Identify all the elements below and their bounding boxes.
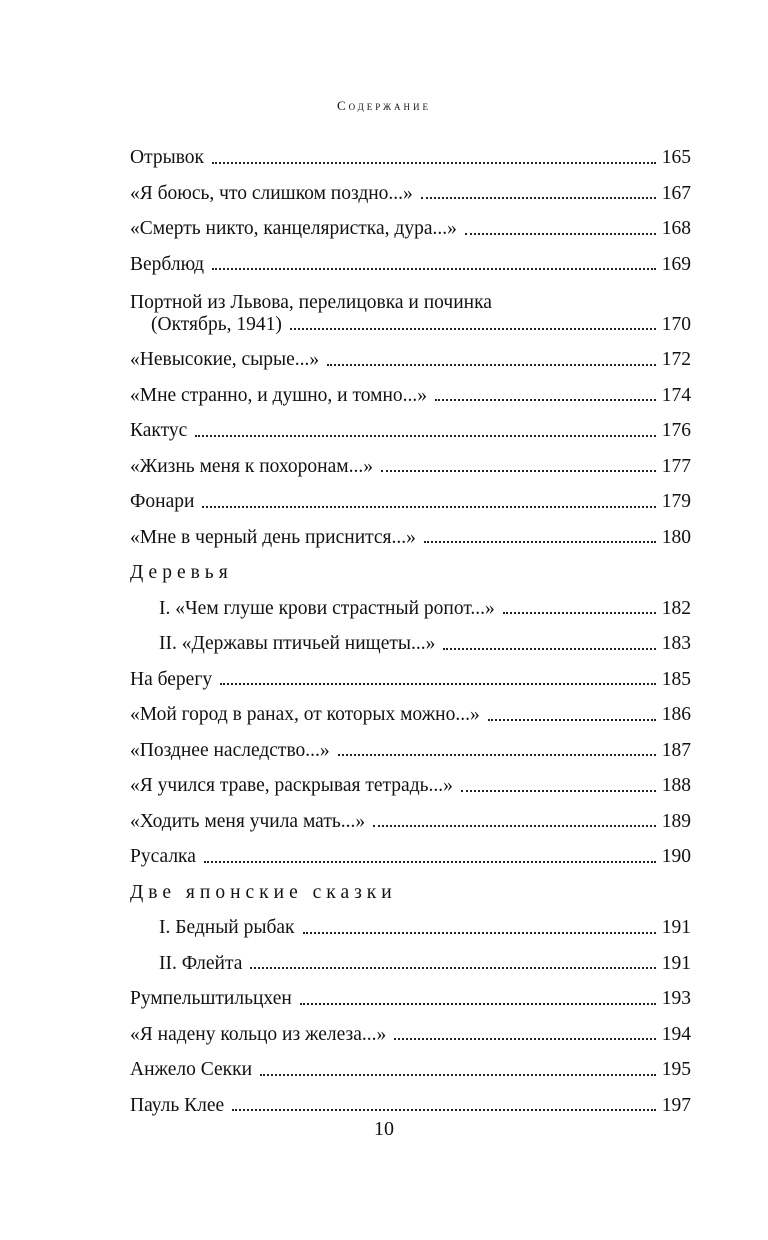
toc-entry xyxy=(130,240,691,276)
toc-entry-title: «Жизнь меня к похоронам...» xyxy=(130,455,373,477)
dot-leader xyxy=(212,268,656,270)
toc-entry-title: Верблюд xyxy=(130,253,205,275)
toc-entry-title: I. Бедный рыбак xyxy=(159,917,295,939)
table-of-contents xyxy=(130,133,691,1116)
dot-leader xyxy=(461,790,656,792)
dot-leader xyxy=(338,754,656,756)
toc-entry-title: Кактус xyxy=(130,420,188,442)
toc-entry-title: «Ходить меня учила мать...» xyxy=(130,810,366,832)
dot-leader xyxy=(260,1074,656,1076)
toc-entry-page: 197 xyxy=(661,1094,691,1116)
toc-entry-title: «Мой город в ранах, от которых можно...» xyxy=(130,704,480,726)
toc-entry-page: 186 xyxy=(661,704,691,726)
toc-entry-page: 191 xyxy=(661,917,691,939)
toc-entry-title: Русалка xyxy=(130,846,196,868)
toc-entry xyxy=(130,1045,691,1081)
toc-entry-page: 187 xyxy=(661,739,691,761)
dot-leader xyxy=(204,861,656,863)
dot-leader xyxy=(394,1038,655,1040)
toc-entry-title: II. Флейта xyxy=(159,952,243,974)
toc-entry-title: II. «Державы птичьей нищеты...» xyxy=(159,633,436,655)
toc-entry-page: 165 xyxy=(661,147,691,169)
toc-entry-title: «Мне в черный день приснится...» xyxy=(130,526,416,548)
running-head: Содержание xyxy=(336,98,432,113)
toc-entry xyxy=(130,169,691,205)
dot-leader xyxy=(424,541,656,543)
toc-entry xyxy=(130,371,691,407)
toc-entry-title: «Я боюсь, что слишком поздно...» xyxy=(130,182,413,204)
toc-entry xyxy=(130,726,691,762)
toc-entry-title: «Позднее наследство...» xyxy=(130,739,330,761)
toc-entry xyxy=(130,690,691,726)
toc-entry xyxy=(130,797,691,833)
dot-leader xyxy=(465,233,656,235)
toc-entry-page: 177 xyxy=(661,455,691,477)
toc-entry xyxy=(130,513,691,549)
page-number: 10 xyxy=(374,1118,394,1140)
toc-entry-page: 180 xyxy=(661,526,691,548)
toc-entry-title: «Мне странно, и душно, и томно...» xyxy=(130,384,428,406)
toc-entry-two-line xyxy=(130,275,691,335)
toc-entry xyxy=(130,1081,691,1117)
toc-entry-title: На берегу xyxy=(130,668,213,690)
toc-entry-page: 194 xyxy=(661,1023,691,1045)
toc-entry xyxy=(130,406,691,442)
dot-leader xyxy=(195,435,655,437)
toc-entry-page: 195 xyxy=(661,1059,691,1081)
toc-entry xyxy=(130,761,691,797)
toc-entry-page: 172 xyxy=(661,349,691,371)
toc-section-heading: Деревья xyxy=(130,562,233,584)
toc-sub-entry xyxy=(130,903,691,939)
dot-leader xyxy=(250,967,655,969)
toc-entry-title: I. «Чем глуше крови страстный ропот...» xyxy=(159,597,495,619)
toc-entry xyxy=(130,204,691,240)
toc-entry xyxy=(130,1010,691,1046)
toc-entry-title: «Смерть никто, канцеляристка, дура...» xyxy=(130,218,457,240)
toc-entry-title: Румпельштильцхен xyxy=(130,988,292,1010)
toc-section-heading: Две японские сказки xyxy=(130,881,397,903)
dot-leader xyxy=(290,328,656,330)
dot-leader xyxy=(327,364,656,366)
dot-leader xyxy=(443,648,655,650)
toc-entry xyxy=(130,655,691,691)
toc-entry-page: 169 xyxy=(661,253,691,275)
toc-entry-title-line2: (Октябрь, 1941) xyxy=(151,313,282,335)
toc-entry xyxy=(130,974,691,1010)
toc-entry-page: 167 xyxy=(661,182,691,204)
toc-entry-title: Пауль Клее xyxy=(130,1094,225,1116)
toc-entry-page: 174 xyxy=(661,384,691,406)
toc-entry-page: 170 xyxy=(661,313,691,335)
toc-entry-title: Фонари xyxy=(130,491,195,513)
toc-entry xyxy=(130,442,691,478)
dot-leader xyxy=(202,506,655,508)
toc-entry-title: «Я надену кольцо из железа...» xyxy=(130,1023,387,1045)
toc-sub-entry xyxy=(130,619,691,655)
dot-leader xyxy=(421,197,656,199)
toc-entry xyxy=(130,832,691,868)
toc-entry-title: Отрывок xyxy=(130,147,204,169)
toc-entry-title-line2-wrap xyxy=(130,314,691,335)
toc-entry-page: 182 xyxy=(661,597,691,619)
dot-leader xyxy=(373,825,656,827)
dot-leader xyxy=(212,162,656,164)
dot-leader xyxy=(488,719,656,721)
dot-leader xyxy=(435,399,656,401)
toc-sub-entry xyxy=(130,584,691,620)
toc-entry-page: 176 xyxy=(661,420,691,442)
toc-entry-title: «Невысокие, сырые...» xyxy=(130,349,320,371)
toc-entry-page: 168 xyxy=(661,218,691,240)
toc-entry-title: Анжело Секки xyxy=(130,1059,253,1081)
toc-entry xyxy=(130,133,691,169)
toc-entry-page: 191 xyxy=(661,952,691,974)
toc-entry-title: «Я учился траве, раскрывая тетрадь...» xyxy=(130,775,453,797)
toc-entry-page: 185 xyxy=(661,668,691,690)
dot-leader xyxy=(232,1109,656,1111)
toc-entry-page: 183 xyxy=(661,633,691,655)
toc-entry-title-line1: Портной из Львова, перелицовка и починка xyxy=(130,292,492,314)
toc-entry-page: 189 xyxy=(661,810,691,832)
dot-leader xyxy=(381,470,656,472)
toc-entry-page: 188 xyxy=(661,775,691,797)
toc-entry xyxy=(130,335,691,371)
toc-entry xyxy=(130,477,691,513)
toc-entry-page: 179 xyxy=(661,491,691,513)
dot-leader xyxy=(503,612,656,614)
toc-sub-entry xyxy=(130,939,691,975)
toc-entry-page: 193 xyxy=(661,988,691,1010)
dot-leader xyxy=(300,1003,656,1005)
dot-leader xyxy=(303,932,656,934)
toc-entry-page: 190 xyxy=(661,846,691,868)
dot-leader xyxy=(220,683,656,685)
